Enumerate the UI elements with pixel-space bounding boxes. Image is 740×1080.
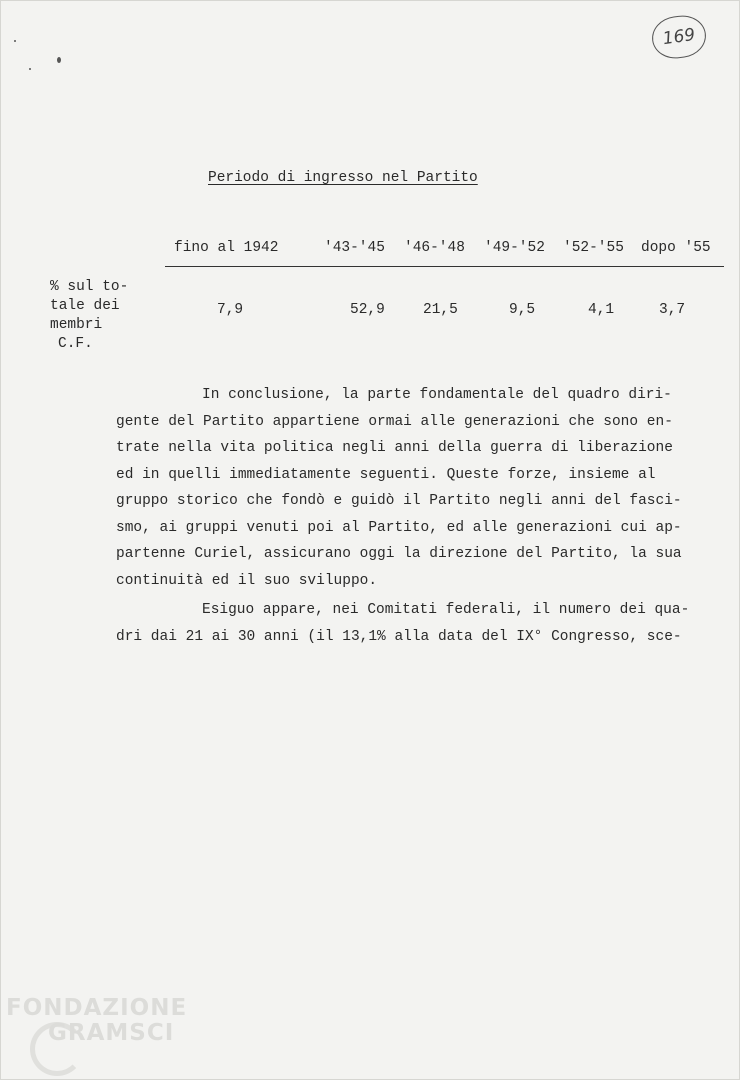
column-header: '43-'45 xyxy=(324,240,385,256)
text-line: smo, ai gruppi venuti poi al Partito, ed alle generazioni cui ap- xyxy=(116,519,682,536)
text-line: dri dai 21 ai 30 anni (il 13,1% alla data del IX° Congresso, sce- xyxy=(116,628,682,645)
table-cell: 7,9 xyxy=(217,302,244,318)
ink-speck xyxy=(29,68,31,70)
text-line: partenne Curiel, assicurano oggi la direzione del Partito, la sua xyxy=(116,546,682,562)
ink-speck xyxy=(57,57,61,63)
text-line: continuità ed il suo sviluppo. xyxy=(116,572,378,589)
watermark-line: FONDAZIONE xyxy=(6,995,188,1021)
column-header: '49-'52 xyxy=(484,240,545,256)
row-label-line: C.F. xyxy=(58,336,93,352)
text-line: trate nella vita politica negli anni della guerra di liberazione xyxy=(116,440,673,456)
table-title: Periodo di ingresso nel Partito xyxy=(208,170,478,186)
column-header: dopo '55 xyxy=(641,240,711,256)
column-header: '46-'48 xyxy=(404,240,465,256)
row-label-line: membri xyxy=(50,317,103,333)
body-paragraph xyxy=(116,382,706,594)
table-cell: 52,9 xyxy=(350,302,385,318)
table-cell: 3,7 xyxy=(659,302,686,318)
column-header: '52-'55 xyxy=(563,240,624,256)
column-header: fino al 1942 xyxy=(174,240,279,256)
row-label-line: tale dei xyxy=(50,298,120,314)
page-number: 169 xyxy=(649,12,708,61)
table-cell: 9,5 xyxy=(509,302,536,318)
row-label xyxy=(50,278,160,354)
table-rule xyxy=(165,266,724,267)
text-line: Esiguo appare, nei Comitati federali, il numero dei qua- xyxy=(202,602,690,618)
body-paragraph xyxy=(116,597,706,650)
text-line: gruppo storico che fondò e guidò il Partito negli anni del fasci- xyxy=(116,493,682,509)
watermark xyxy=(6,996,187,1046)
table-cell: 4,1 xyxy=(588,302,615,318)
watermark-line: GRAMSCI xyxy=(48,1020,175,1046)
ink-speck xyxy=(14,40,16,42)
text-line: ed in quelli immediatamente seguenti. Queste forze, insieme al xyxy=(116,466,656,483)
row-label-line: % sul to- xyxy=(50,279,129,295)
table-cell: 21,5 xyxy=(423,302,458,318)
text-line: gente del Partito appartiene ormai alle generazioni che sono en- xyxy=(116,413,673,430)
text-line: In conclusione, la parte fondamentale del quadro diri- xyxy=(202,387,672,403)
